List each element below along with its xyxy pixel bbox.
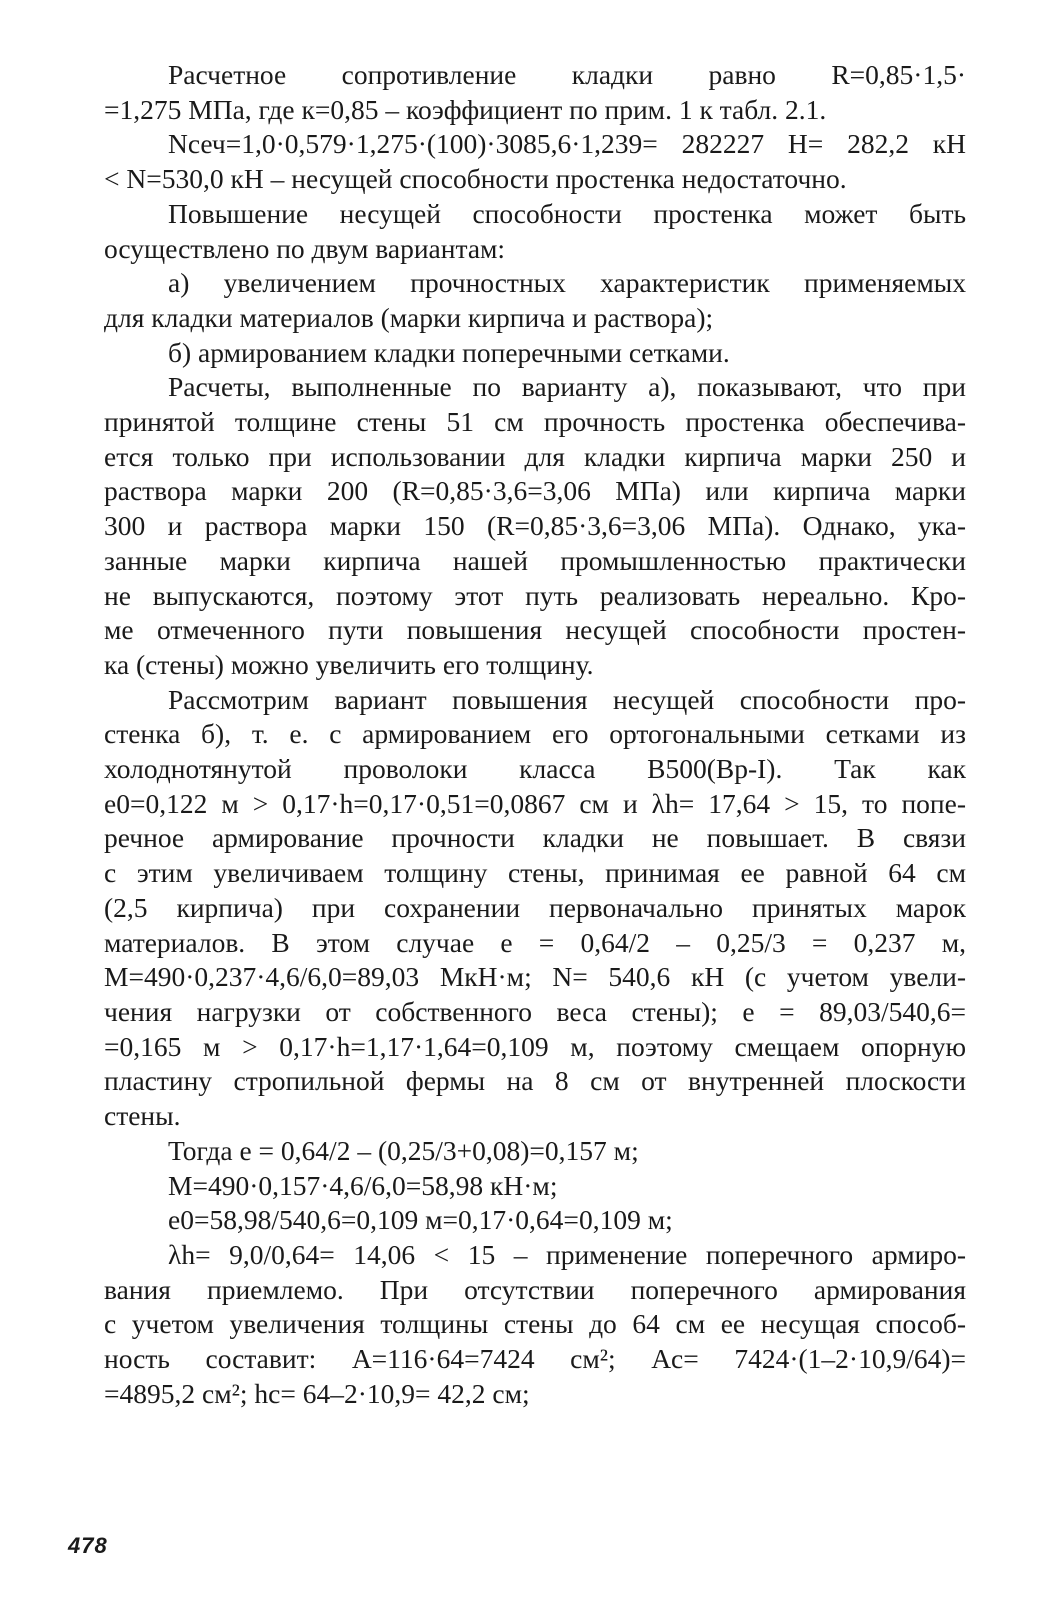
- text-line: ность составит: A=116·64=7424 см²; Ac= 7424·(1–2·10,9/64)=: [104, 1343, 966, 1375]
- text-line: (2,5 кирпича) при сохранении первоначально принятых марок: [104, 891, 966, 923]
- text-line: < N=530,0 кН – несущей способности простенка недостаточно.: [104, 163, 847, 195]
- text-line: Тогда e = 0,64/2 – (0,25/3+0,08)=0,157 м;: [168, 1134, 639, 1166]
- text-line: материалов. В этом случае e = 0,64/2 – 0,25/3 = 0,237 м,: [104, 926, 966, 958]
- text-line: =1,275 МПа, где к=0,85 – коэффициент по прим. 1 к табл. 2.1.: [104, 93, 827, 125]
- text-line: =4895,2 см²; hc= 64–2·10,9= 42,2 см;: [104, 1377, 530, 1409]
- text-line: холоднотянутой проволоки класса В500(Вр-I). Так как: [104, 753, 966, 785]
- text-line: принятой толщине стены 51 см прочность простенка обеспечива-: [104, 406, 966, 438]
- text-line: для кладки материалов (марки кирпича и раствора);: [104, 301, 714, 333]
- text-line: Nсеч=1,0·0,579·1,275·(100)·3085,6·1,239= 282227 Н= 282,2 кН: [168, 128, 966, 160]
- text-line: M=490·0,237·4,6/6,0=89,03 МкН·м; N= 540,6 кН (с учетом увели-: [104, 961, 966, 993]
- text-line: ка (стены) можно увеличить его толщину.: [104, 648, 594, 680]
- text-line: не выпускаются, поэтому этот путь реализовать нереально. Кро-: [104, 579, 966, 611]
- text-line: ется только при использовании для кладки кирпича марки 250 и: [104, 440, 966, 472]
- text-line: 300 и раствора марки 150 (R=0,85·3,6=3,06 МПа). Однако, ука-: [104, 510, 966, 542]
- text-line: =0,165 м > 0,17·h=1,17·1,64=0,109 м, поэтому смещаем опорную: [104, 1030, 966, 1062]
- text-line: стенка б), т. е. с армированием его ортогональными сетками из: [104, 718, 966, 750]
- page-number: 478: [68, 1533, 108, 1558]
- text-line: Рассмотрим вариант повышения несущей способности про-: [168, 683, 966, 715]
- text-line: раствора марки 200 (R=0,85·3,6=3,06 МПа) или кирпича марки: [104, 475, 966, 507]
- text-line: а) увеличением прочностных характеристик применяемых: [168, 267, 966, 299]
- text-line: занные марки кирпича нашей промышленностью практически: [104, 544, 966, 576]
- text-line: речное армирование прочности кладки не повышает. В связи: [104, 822, 966, 854]
- text-line: ме отмеченного пути повышения несущей способности простен-: [104, 614, 966, 646]
- text-line: осуществлено по двум вариантам:: [104, 232, 506, 264]
- text-line: M=490·0,157·4,6/6,0=58,98 кН·м;: [168, 1169, 558, 1201]
- text-line: б) армированием кладки поперечными сетками.: [168, 336, 730, 368]
- text-line: пластину стропильной фермы на 8 см от внутренней плоскости: [104, 1065, 966, 1097]
- text-block: [104, 58, 966, 1411]
- text-line: стены.: [104, 1100, 181, 1132]
- text-line: Расчетное сопротивление кладки равно R=0,85·1,5·: [168, 59, 966, 90]
- text-line: чения нагрузки от собственного веса стены); e = 89,03/540,6=: [104, 995, 966, 1027]
- text-line: λh= 9,0/0,64= 14,06 < 15 – применение поперечного армиро-: [168, 1238, 966, 1270]
- text-line: с учетом увеличения толщины стены до 64 см ее несущая способ-: [104, 1308, 966, 1340]
- text-line: e0=58,98/540,6=0,109 м=0,17·0,64=0,109 м;: [168, 1204, 673, 1236]
- text-line: Повышение несущей способности простенка может быть: [168, 197, 966, 229]
- text-line: e0=0,122 м > 0,17·h=0,17·0,51=0,0867 см и λh= 17,64 > 15, то попе-: [104, 787, 966, 819]
- text-line: вания приемлемо. При отсутствии поперечного армирования: [104, 1273, 966, 1305]
- text-line: с этим увеличиваем толщину стены, принимая ее равной 64 см: [104, 857, 966, 889]
- document-body: [104, 58, 966, 1411]
- text-line: Расчеты, выполненные по варианту а), показывают, что при: [168, 371, 966, 403]
